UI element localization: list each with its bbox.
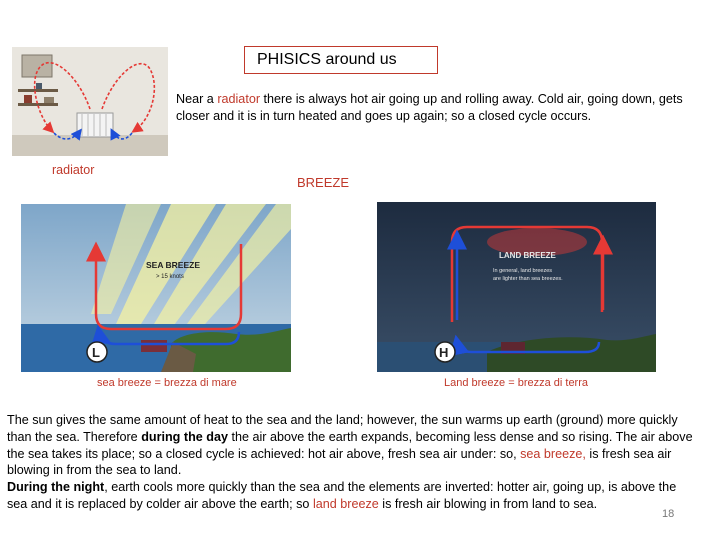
body-text-1: The sun gives the same amount of heat to the sea and the land; however, the sun warms up earth (ground) more quickly than the sea. Therefore — [7, 413, 678, 444]
land-breeze-label: LAND BREEZE — [499, 251, 556, 260]
high-pressure-label: H — [439, 345, 449, 360]
page-number: 18 — [662, 508, 675, 520]
sea-breeze-term: sea breeze, — [520, 446, 586, 461]
body-text-4: , earth cools more quickly than the sea and the elements are inverted: hotter air, going up, is above the sea and it is replaced by colder air above the earth; so — [7, 480, 677, 511]
sea-breeze-sublabel: > 15 knots — [156, 274, 184, 280]
sea-breeze-illustration — [21, 204, 291, 372]
intro-text-2: there is always hot air going up and rolling away. Cold air, going down, gets closer and it is in turn heated and goes up again; so a closed cycle occurs. — [176, 92, 683, 123]
radiator-caption: radiator — [52, 163, 95, 177]
land-breeze-sublabel-2: are lighter than sea breezes. — [493, 276, 563, 282]
sea-breeze-caption: sea breeze = brezza di mare — [97, 377, 237, 389]
intro-text-1: Near a — [176, 92, 218, 106]
land-breeze-term: land breeze — [312, 496, 379, 511]
body-text-2: the air above the earth expands, becoming less dense and so rising. The air above the sea takes its place; so a closed cycle is achieved: hot air above, fresh sea air under: so, — [7, 429, 693, 461]
land-breeze-sublabel-1: In general, land breezes — [493, 268, 553, 274]
radiator-illustration — [12, 47, 168, 156]
radiator-word: radiator — [217, 92, 261, 106]
body-text-3: is fresh sea air blowing in from the sea to land. — [7, 446, 672, 478]
sea-breeze-label: SEA BREEZE — [146, 260, 201, 270]
land-breeze-caption: Land breeze = brezza di terra — [444, 377, 589, 389]
intro-paragraph — [176, 91, 696, 124]
breeze-heading: BREEZE — [297, 175, 350, 190]
body-text-5: is fresh air blowing in from land to sea. — [378, 496, 598, 511]
explanation-paragraph — [7, 412, 697, 513]
land-breeze-illustration — [377, 202, 656, 372]
night-emphasis: During the night — [7, 480, 105, 495]
day-emphasis: during the day — [141, 429, 228, 444]
low-pressure-label: L — [92, 345, 100, 360]
page-title: PHISICS around us — [244, 46, 438, 74]
